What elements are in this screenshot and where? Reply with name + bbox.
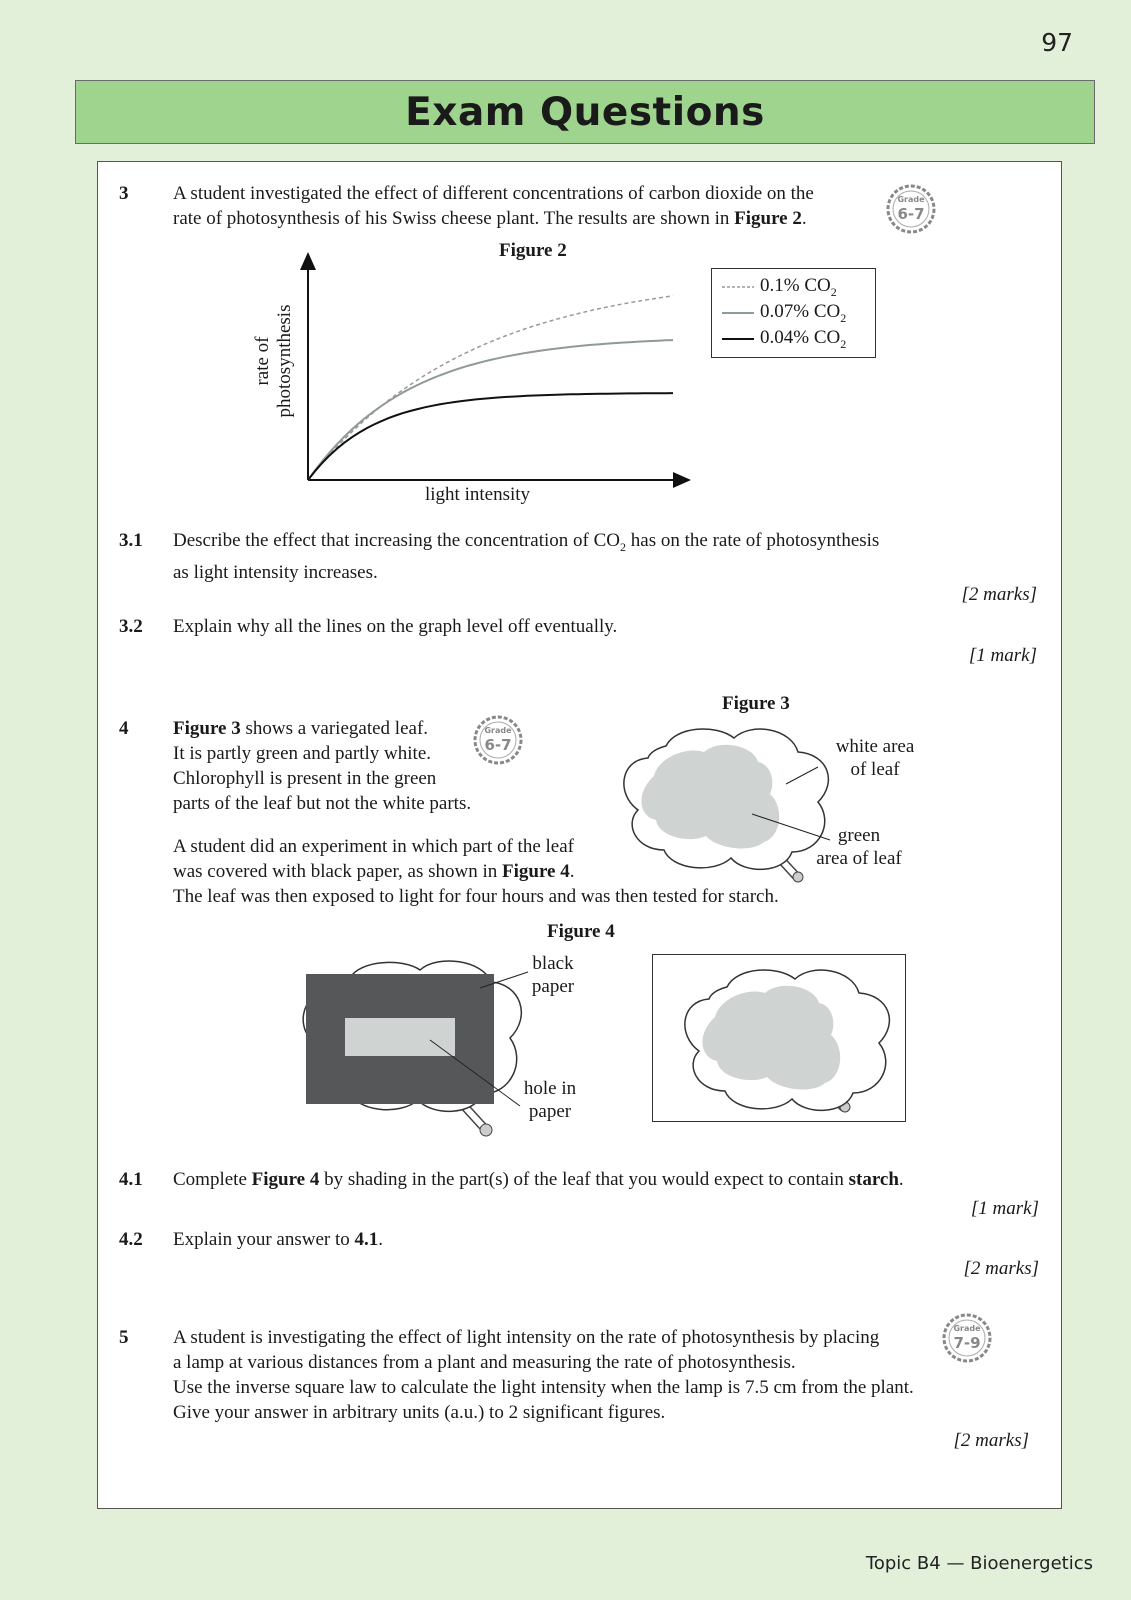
question-3-1-text xyxy=(173,528,973,585)
grade-value: 7-9 xyxy=(953,1334,981,1352)
q3-line2-a: rate of photosynthesis of his Swiss cheese plant. The results are shown in xyxy=(173,208,735,229)
page-title: Exam Questions xyxy=(405,89,765,135)
q4-line3: Chlorophyll is present in the green xyxy=(173,768,437,789)
chart-ylabel-line2: photosynthesis xyxy=(274,304,295,418)
q4-para2-line1: A student did an experiment in which part of the leaf xyxy=(173,836,574,857)
legend-swatch-grey xyxy=(722,308,756,318)
q4-line4: parts of the leaf but not the white parts. xyxy=(173,793,472,814)
legend-swatch-dashed xyxy=(722,282,756,292)
question-4-number: 4 xyxy=(119,718,129,739)
page-number: 97 xyxy=(1041,28,1073,57)
legend-label-2: 0.04% $CO_2$ xyxy=(760,327,847,351)
chart-series-line-2 xyxy=(308,393,673,480)
question-4-1-marks: [1 mark] xyxy=(970,1198,1039,1219)
question-3-number: 3 xyxy=(119,183,129,204)
grade-label: Grade xyxy=(897,195,925,204)
q5-line2: a lamp at various distances from a plant and measuring the rate of photosynthesis. xyxy=(173,1352,796,1373)
chart-series-line-1 xyxy=(308,340,673,480)
q4-para2-line2: was covered with black paper, as shown in Figure 4. xyxy=(173,861,575,882)
figure-4-answer-box[interactable] xyxy=(652,954,906,1122)
grade-value: 6-7 xyxy=(484,736,512,754)
chart-ylabel-line1: rate of xyxy=(252,336,273,386)
question-5-number: 5 xyxy=(119,1327,129,1348)
q4-line1: Figure 3 shows a variegated leaf. xyxy=(173,718,429,739)
figure-4-label-hole: hole in paper xyxy=(523,1078,577,1122)
legend-item-0 xyxy=(722,275,872,300)
q3-1-line1: Describe the effect that increasing the concentration of $CO_2$ has on the rate of photosynthesis xyxy=(173,530,880,554)
question-4-1-number: 4.1 xyxy=(119,1169,143,1190)
legend-label-0: 0.1% $CO_2$ xyxy=(760,275,837,299)
grade-badge-icon xyxy=(885,183,937,235)
q5-line3: Use the inverse square law to calculate the light intensity when the lamp is 7.5 cm from the plant. xyxy=(173,1377,914,1398)
figure-2-chart xyxy=(298,252,698,492)
q3-1-line2: as light intensity increases. xyxy=(173,561,378,583)
question-5-marks: [2 marks] xyxy=(953,1430,1029,1451)
q3-line2-bold: Figure 2 xyxy=(734,208,802,229)
question-box xyxy=(97,161,1062,1509)
grade-badge-icon xyxy=(472,714,524,766)
question-4-2-number: 4.2 xyxy=(119,1229,143,1250)
paper-hole xyxy=(345,1018,455,1056)
legend-item-1 xyxy=(722,301,872,326)
question-4-1-text: Complete Figure 4 by shading in the part(s) of the leaf that you would expect to contain starch. xyxy=(173,1169,904,1190)
q5-line4: Give your answer in arbitrary units (a.u.) to 2 significant figures. xyxy=(173,1402,666,1423)
question-3-2-number: 3.2 xyxy=(119,616,143,637)
question-5-text xyxy=(173,1325,1013,1425)
figure-3-title: Figure 3 xyxy=(722,693,790,714)
chart-series-line-0 xyxy=(308,296,673,480)
grade-badge-icon xyxy=(941,1312,993,1364)
chart-xlabel: light intensity xyxy=(425,484,531,505)
legend-item-2 xyxy=(722,327,872,352)
question-4-2-text: Explain your answer to 4.1. xyxy=(173,1229,384,1250)
question-3-2-text: Explain why all the lines on the graph level off eventually. xyxy=(173,616,618,637)
figure-4-covered-leaf xyxy=(288,958,538,1138)
grade-label: Grade xyxy=(953,1324,981,1333)
chart-legend xyxy=(711,268,876,358)
chart-ylabel xyxy=(246,276,302,446)
q5-line1: A student is investigating the effect of light intensity on the rate of photosynthesis by placing xyxy=(173,1327,880,1348)
legend-label-1: 0.07% $CO_2$ xyxy=(760,301,847,325)
q3-line2-c: . xyxy=(801,208,807,229)
question-3-1-marks: [2 marks] xyxy=(961,584,1037,605)
grade-label: Grade xyxy=(484,726,512,735)
header-bar xyxy=(75,80,1095,144)
figure-2-title: Figure 2 xyxy=(499,240,567,261)
figure-4-label-black: black paper xyxy=(531,953,575,997)
question-3-1-number: 3.1 xyxy=(119,530,143,551)
figure-3-label-green: green area of leaf xyxy=(816,825,902,869)
legend-swatch-black xyxy=(722,334,756,344)
q3-line2 xyxy=(173,206,873,231)
figure-4-title: Figure 4 xyxy=(547,921,615,942)
grade-value: 6-7 xyxy=(897,205,925,223)
question-4-2-marks: [2 marks] xyxy=(963,1258,1039,1279)
question-3-text xyxy=(173,181,873,231)
question-3-2-marks: [1 mark] xyxy=(968,645,1037,666)
q3-line1: A student investigated the effect of different concentrations of carbon dioxide on the xyxy=(173,183,814,204)
q4-line2: It is partly green and partly white. xyxy=(173,743,432,764)
question-4-text xyxy=(173,716,593,816)
page-footer: Topic B4 — Bioenergetics xyxy=(865,1553,1093,1574)
figure-4-answer-leaf xyxy=(653,955,905,1121)
q4-para2-line3: The leaf was then exposed to light for four hours and was then tested for starch. xyxy=(173,886,779,907)
figure-3-label-white: white area of leaf xyxy=(835,736,915,780)
